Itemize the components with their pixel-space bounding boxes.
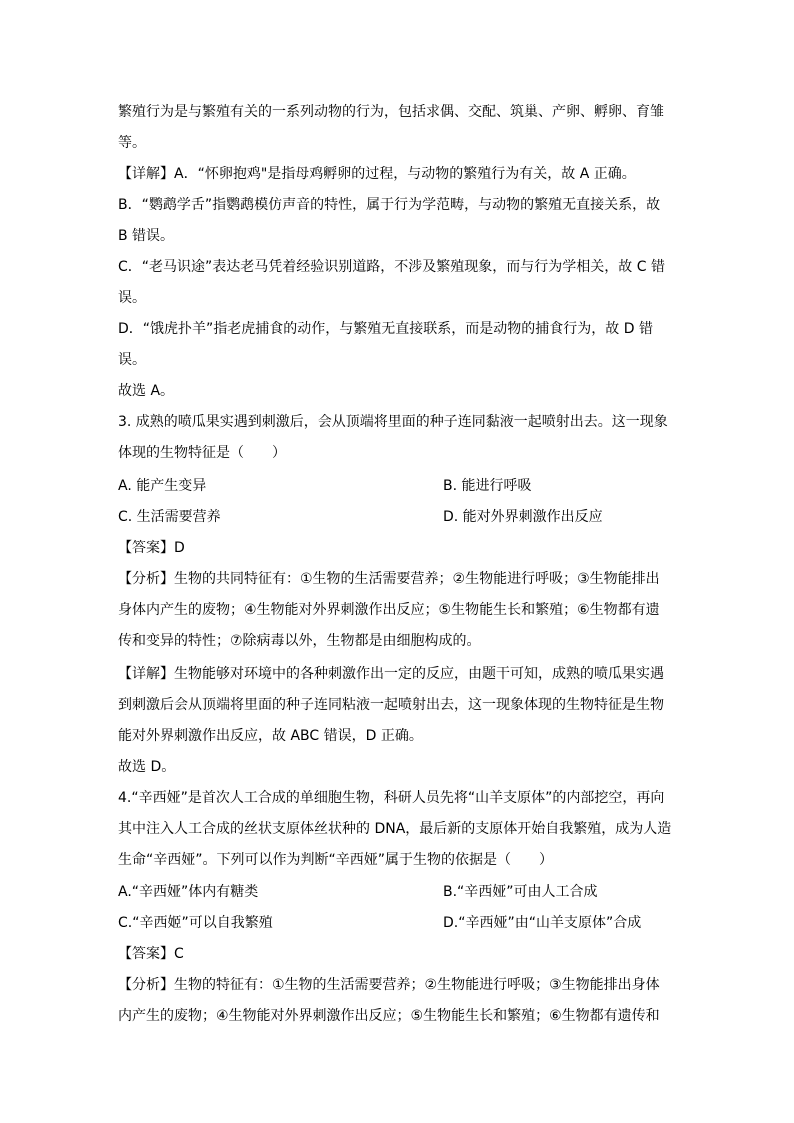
answer-line: 【答案】C xyxy=(118,946,184,962)
analysis-line: 内产生的废物；④生物能对外界刺激作出反应；⑤生物能生长和繁殖；⑥生物都有遗传和 xyxy=(118,1008,660,1024)
paragraph-line: 等。 xyxy=(118,135,146,151)
paragraph-line: 繁殖行为是与繁殖有关的一系列动物的行为，包括求偶、交配、筑巢、产卵、孵卵、育雏 xyxy=(118,104,664,120)
paragraph-line: B．“鹦鹉学舌”指鹦鹉模仿声音的特性，属于行为学范畴，与动物的繁殖无直接关系，故 xyxy=(118,197,661,213)
option-a: A. 能产生变异 xyxy=(118,478,207,494)
option-b: B. 能进行呼吸 xyxy=(443,478,532,494)
paragraph-line: 【详解】A．“怀卵抱鸡"是指母鸡孵卵的过程，与动物的繁殖行为有关，故 A 正确。 xyxy=(118,166,636,182)
question-line: 3. 成熟的喷瓜果实遇到刺激后，会从顶端将里面的种子连同黏液一起喷射出去。这一现象 xyxy=(118,414,668,430)
option-c: C. 生活需要营养 xyxy=(118,509,221,525)
paragraph-line: B 错误。 xyxy=(118,228,175,244)
detail-line: 到刺激后会从顶端将里面的种子连同粘液一起喷射出去，这一现象体现的生物特征是生物 xyxy=(118,697,664,713)
answer-line: 【答案】D xyxy=(118,540,185,556)
option-a: A.“辛西娅”体内有糖类 xyxy=(118,884,259,900)
paragraph-line: 误。 xyxy=(118,352,146,368)
option-d: D. 能对外界刺激作出反应 xyxy=(443,509,603,525)
option-b: B.“辛西娅”可由人工合成 xyxy=(443,884,598,900)
conclusion-line: 故选 D。 xyxy=(118,759,176,775)
detail-line: 能对外界刺激作出反应，故 ABC 错误，D 正确。 xyxy=(118,728,423,744)
paragraph-line: 故选 A。 xyxy=(118,383,175,399)
detail-line: 【详解】生物能够对环境中的各种刺激作出一定的反应，由题干可知，成熟的喷瓜果实遇 xyxy=(118,666,664,682)
question-line: 生命“辛西娅”。下列可以作为判断“辛西娅”属于生物的依据是（ ） xyxy=(118,852,554,868)
question-line: 4.“辛西娅”是首次人工合成的单细胞生物，科研人员先将“山羊支原体”的内部挖空，再向 xyxy=(118,790,665,806)
option-c: C.“辛西姬”可以自我繁殖 xyxy=(118,915,273,931)
question-line: 其中注入人工合成的丝状支原体丝状种的 DNA，最后新的支原体开始自我繁殖，成为人造 xyxy=(118,821,672,837)
analysis-line: 【分析】生物的特征有：①生物的生活需要营养；②生物能进行呼吸；③生物能排出身体 xyxy=(118,977,660,993)
analysis-line: 【分析】生物的共同特征有：①生物的生活需要营养；②生物能进行呼吸；③生物能排出 xyxy=(118,571,660,587)
paragraph-line: D．“饿虎扑羊”指老虎捕食的动作，与繁殖无直接联系，而是动物的捕食行为，故 D 错 xyxy=(118,321,653,337)
analysis-line: 传和变异的特性；⑦除病毒以外，生物都是由细胞构成的。 xyxy=(118,633,481,649)
option-d: D.“辛西娅”由“山羊支原体”合成 xyxy=(443,915,642,931)
analysis-line: 身体内产生的废物；④生物能对外界刺激作出反应；⑤生物能生长和繁殖；⑥生物都有遗 xyxy=(118,602,660,618)
paragraph-line: 误。 xyxy=(118,290,146,306)
paragraph-line: C．“老马识途”表达老马凭着经验识别道路，不涉及繁殖现象，而与行为学相关，故 C 错 xyxy=(118,259,665,275)
question-line: 体现的生物特征是（ ） xyxy=(118,445,286,461)
